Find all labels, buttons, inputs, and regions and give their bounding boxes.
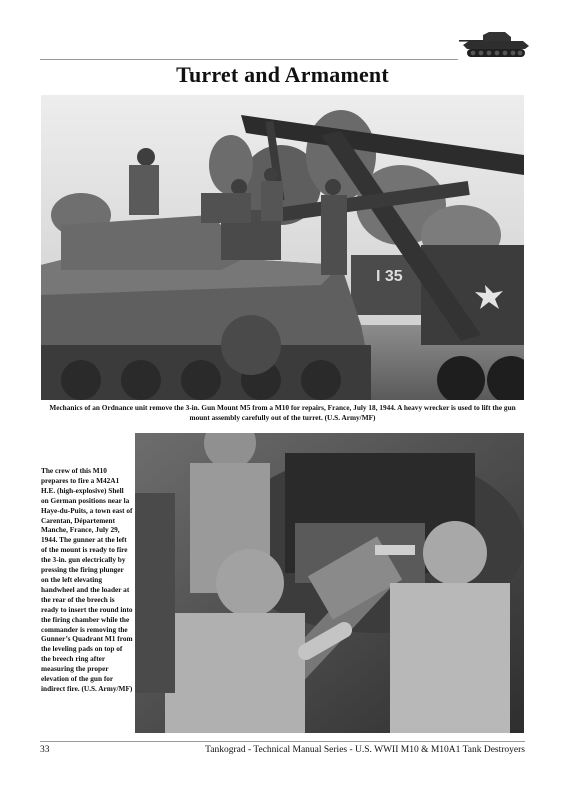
running-footer: Tankograd - Technical Manual Series - U.S. WWII M10 & M10A1 Tank Destroyers <box>205 745 525 755</box>
photo-caption-side: The crew of this M10 prepares to fire a M42A1 H.E. (high-explosive) Shell on German positions near la Haye-du-Puits, a town east of Carentan, Département Manche, France, July 29, 1944. The gunner at the left of the mount is ready to fire the 3-in. gun electrically by pressing the firing plunger on the left elevating handwheel and the loader at the rear of the breech is ready to insert the round into the firing chamber while the commander is removing the Gunner’s Quadrant M1 from the leveling pads on top of the breech ring after measuring the proper elevation of the gun for indirect fire. (U.S. Army/MF) <box>41 466 133 693</box>
photo-ordnance-gun-mount-removal <box>41 95 524 400</box>
photo-caption-top: Mechanics of an Ordnance unit remove the 3-in. Gun Mount M5 from a M10 for repairs, France, July 18, 1944. A heavy wrecker is used to lift the gun mount assembly carefully out of the turret. (U.S. Army/MF) <box>49 403 516 422</box>
page-title: Turret and Armament <box>176 62 389 87</box>
tank-silhouette-icon <box>459 26 531 60</box>
vehicle-number-marking: I 35 <box>376 268 403 285</box>
footer-rule <box>40 741 525 742</box>
page-number: 33 <box>40 745 50 755</box>
photo-m10-crew-firing <box>135 433 524 733</box>
header-rule <box>40 59 458 60</box>
